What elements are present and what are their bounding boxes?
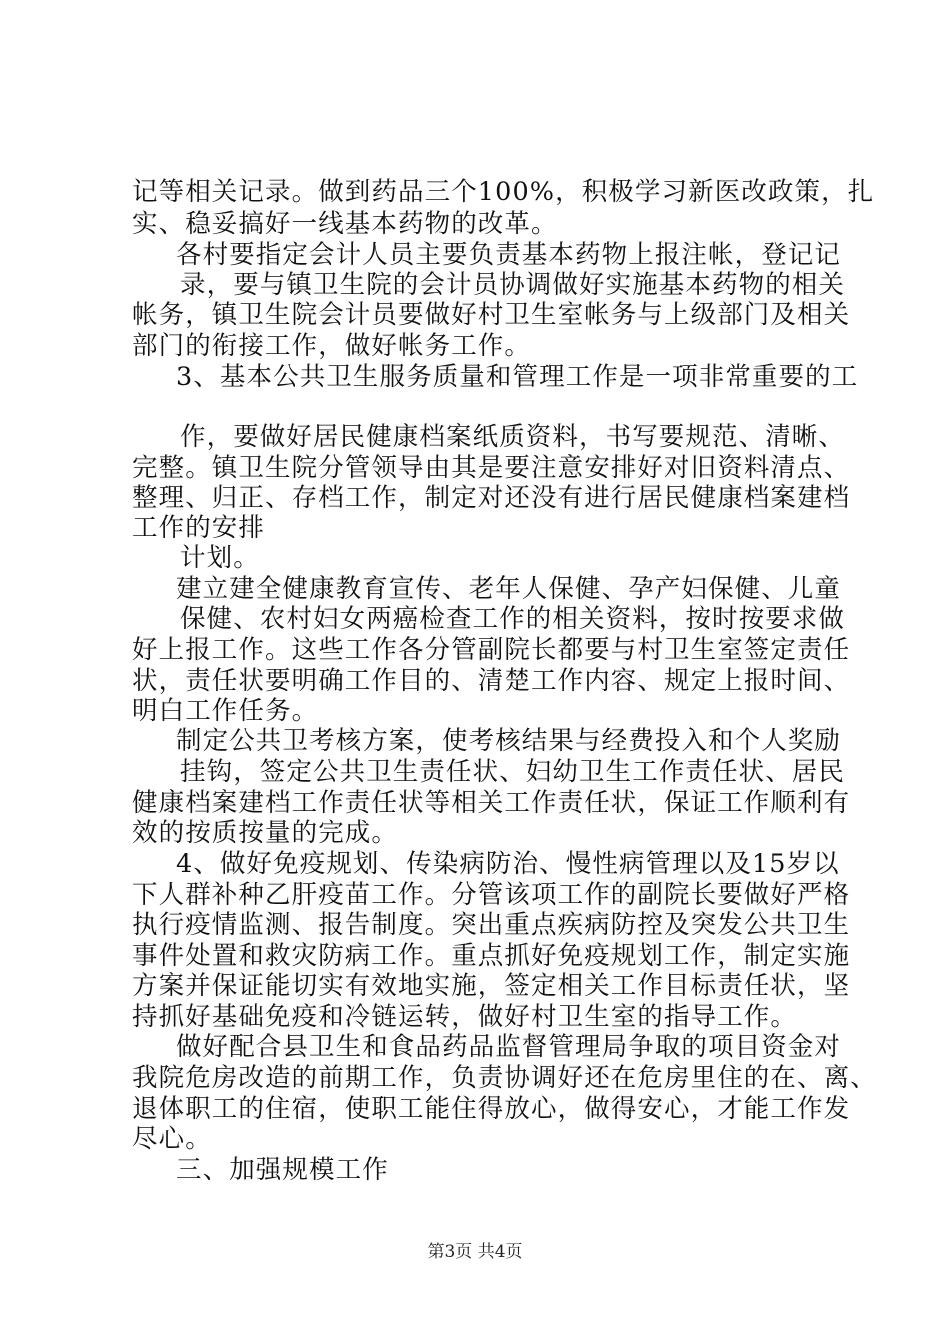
text-line: 3、基本公共卫生服务质量和管理工作是一项非常重要的工 <box>176 362 859 392</box>
text-line: 方案并保证能切实有效地实施，签定相关工作目标责任状，坚 <box>132 971 851 1001</box>
text-line: 记等相关记录。做到药品三个100%，积极学习新医改政策，扎 <box>132 177 875 207</box>
text-line: 尽心。 <box>132 1124 212 1154</box>
text-line: 制定公共卫考核方案，使考核结果与经费投入和个人奖励 <box>176 726 842 756</box>
text-line: 各村要指定会计人员主要负责基本药物上报注帐，登记记 <box>176 240 842 270</box>
text-line: 作，要做好居民健康档案纸质资料，书写要规范、清晰、 <box>180 422 846 452</box>
text-line: 下人群补种乙肝疫苗工作。分管该项工作的副院长要做好严格 <box>132 880 851 910</box>
text-line: 我院危房改造的前期工作，负责协调好还在危房里住的在、离、 <box>132 1063 877 1093</box>
text-line: 建立建全健康教育宣传、老年人保健、孕产妇保健、儿童 <box>176 574 842 604</box>
text-line: 录，要与镇卫生院的会计员协调做好实施基本药物的相关 <box>180 270 846 300</box>
text-line: 退体职工的住宿，使职工能住得放心，做得安心，才能工作发 <box>132 1094 851 1124</box>
text-line: 持抓好基础免疫和冷链运转，做好村卫生室的指导工作。 <box>132 1002 798 1032</box>
page-number: 第3页 共4页 <box>427 1242 523 1262</box>
text-line: 完整。镇卫生院分管领导由其是要注意安排好对旧资料清点、 <box>132 453 851 483</box>
text-line: 明白工作任务。 <box>132 696 319 726</box>
text-line: 实、稳妥搞好一线基本药物的改革。 <box>132 209 558 239</box>
text-line: 4、做好免疫规划、传染病防治、慢性病管理以及15岁以 <box>176 849 840 879</box>
text-line: 状，责任状要明确工作目的、清楚工作内容、规定上报时间、 <box>132 666 851 696</box>
text-line: 好上报工作。这些工作各分管副院长都要与村卫生室签定责任 <box>132 635 851 665</box>
text-line: 效的按质按量的完成。 <box>132 818 399 848</box>
text-line: 整理、归正、存档工作，制定对还没有进行居民健康档案建档 <box>132 483 851 513</box>
section-heading: 三、加强规模工作 <box>176 1155 389 1185</box>
text-line: 做好配合县卫生和食品药品监督管理局争取的项目资金对 <box>176 1032 842 1062</box>
text-line: 事件处置和救灾防病工作。重点抓好免疫规划工作，制定实施 <box>132 941 851 971</box>
text-line: 工作的安排 <box>132 513 266 543</box>
text-line: 帐务，镇卫生院会计员要做好村卫生室帐务与上级部门及相关 <box>132 300 851 330</box>
text-line: 计划。 <box>180 543 260 573</box>
text-line: 挂钩，签定公共卫生责任状、妇幼卫生工作责任状、居民 <box>180 757 846 787</box>
text-line: 保健、农村妇女两癌检查工作的相关资料，按时按要求做 <box>180 604 846 634</box>
text-line: 执行疫情监测、报告制度。突出重点疾病防控及突发公共卫生 <box>132 910 851 940</box>
text-line: 部门的衔接工作，做好帐务工作。 <box>132 331 532 361</box>
text-line: 健康档案建档工作责任状等相关工作责任状，保证工作顺利有 <box>132 788 851 818</box>
